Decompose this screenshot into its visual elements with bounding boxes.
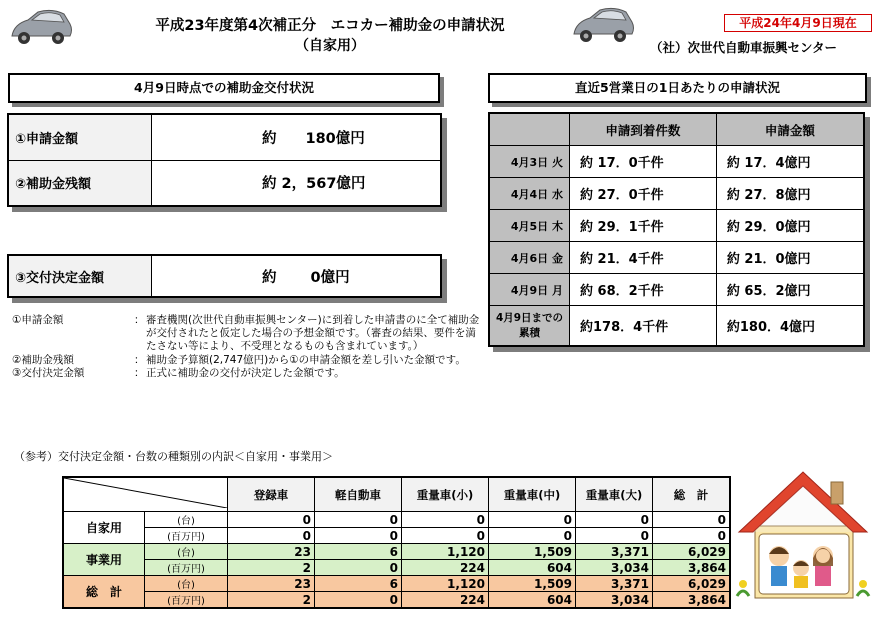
col-header: 申請金額 xyxy=(716,113,864,146)
table-row xyxy=(63,544,730,560)
amount-value: 約 2，567億円 xyxy=(152,160,442,206)
count-value: 約 17．0千件 xyxy=(570,146,717,178)
cell: 6 xyxy=(315,544,402,560)
note-sep: ： xyxy=(134,314,145,326)
cell: 6,029 xyxy=(653,576,731,592)
note-row xyxy=(12,367,566,380)
amount-value: 約 29．0億円 xyxy=(716,210,864,242)
group-label: 自家用 xyxy=(63,512,144,544)
cell: 0 xyxy=(228,512,315,528)
cell: 224 xyxy=(402,560,489,576)
cell: 2 xyxy=(228,560,315,576)
diagonal-line xyxy=(64,478,227,508)
col-header: 総 計 xyxy=(653,477,731,512)
cell: 0 xyxy=(576,512,653,528)
table-row xyxy=(63,512,730,528)
cell: 3,864 xyxy=(653,592,731,609)
daily-row xyxy=(489,178,864,210)
amount-value: 約 27．8億円 xyxy=(716,178,864,210)
cell: 0 xyxy=(315,528,402,544)
daily-header-row xyxy=(489,113,864,146)
table-row xyxy=(63,576,730,592)
unit-label: (台) xyxy=(144,512,227,528)
cell: 3,864 xyxy=(653,560,731,576)
col-header: 申請到着件数 xyxy=(570,113,717,146)
daily-row xyxy=(489,242,864,274)
date-badge: 平成24年4月9日現在 xyxy=(724,14,872,32)
day-label: 4月9日 月 xyxy=(489,274,570,306)
unit-label: (百万円) xyxy=(144,560,227,576)
table-row xyxy=(63,592,730,609)
col-header: 重量車(中) xyxy=(489,477,576,512)
car-icon-left xyxy=(8,6,74,50)
cell: 0 xyxy=(228,528,315,544)
day-label: 4月4日 水 xyxy=(489,178,570,210)
house-family-icon xyxy=(733,468,873,610)
cell: 0 xyxy=(315,560,402,576)
cell: 1,509 xyxy=(489,544,576,560)
cell: 3,034 xyxy=(576,560,653,576)
col-header: 重量車(大) xyxy=(576,477,653,512)
note-sep: ： xyxy=(134,353,145,366)
breakdown-caption: （参考）交付決定金額・台数の種類別の内訳＜自家用・事業用＞ xyxy=(14,450,333,463)
unit-label: (百万円) xyxy=(144,528,227,544)
amount-value: 約 21．0億円 xyxy=(716,242,864,274)
day-label: 4月3日 火 xyxy=(489,146,570,178)
cell: 3,371 xyxy=(576,576,653,592)
page-title: 平成23年度第4次補正分 エコカー補助金の申請状況 xyxy=(155,18,505,34)
cell: 224 xyxy=(402,592,489,609)
count-value: 約 29．1千件 xyxy=(570,210,717,242)
car-icon-right xyxy=(570,4,636,48)
daily-row xyxy=(489,274,864,306)
cell: 0 xyxy=(489,528,576,544)
cell: 3,371 xyxy=(576,544,653,560)
cell: 0 xyxy=(576,528,653,544)
amount-label: ①申請金額 xyxy=(8,114,152,160)
daily-corner xyxy=(489,113,570,146)
cell: 6,029 xyxy=(653,544,731,560)
unit-label: (台) xyxy=(144,576,227,592)
cell: 0 xyxy=(315,512,402,528)
count-value: 約 27．0千件 xyxy=(570,178,717,210)
note-row xyxy=(12,314,566,354)
group-label: 事業用 xyxy=(63,544,144,576)
note-text: 正式に補助金の交付が決定した金額です。 xyxy=(146,366,345,379)
amount-row-applied xyxy=(8,114,441,160)
notes xyxy=(12,314,566,380)
amount-value: 約 0億円 xyxy=(152,255,442,297)
breakdown-table xyxy=(62,476,731,609)
amount-label: ②補助金残額 xyxy=(8,160,152,206)
cell: 604 xyxy=(489,560,576,576)
cell: 2 xyxy=(228,592,315,609)
cell: 3,034 xyxy=(576,592,653,609)
amount-value: 約 17．4億円 xyxy=(716,146,864,178)
daily-row xyxy=(489,146,864,178)
count-value: 約 21．4千件 xyxy=(570,242,717,274)
total-amount: 約180．4億円 xyxy=(716,306,864,346)
unit-label: (百万円) xyxy=(144,592,227,609)
col-header: 重量車(小) xyxy=(402,477,489,512)
cell: 0 xyxy=(402,512,489,528)
amount-row-granted xyxy=(8,255,441,297)
cell: 1,120 xyxy=(402,544,489,560)
cell: 0 xyxy=(402,528,489,544)
note-row xyxy=(12,354,566,367)
col-header: 軽自動車 xyxy=(315,477,402,512)
cell: 23 xyxy=(228,544,315,560)
amount-label: ③交付決定金額 xyxy=(8,255,152,297)
breakdown-header-row xyxy=(63,477,730,512)
note-sep: ： xyxy=(134,366,145,379)
table-row xyxy=(63,528,730,544)
diagonal-corner xyxy=(63,477,228,512)
amount-value: 約 65．2億円 xyxy=(716,274,864,306)
cell: 604 xyxy=(489,592,576,609)
cell: 6 xyxy=(315,576,402,592)
unit-label: (台) xyxy=(144,544,227,560)
note-key: ①申請金額 xyxy=(12,314,64,326)
note-text: 補助金予算額(2,747億円)から①の申請金額を差し引いた金額です。 xyxy=(146,353,466,366)
daily-table xyxy=(488,112,865,347)
total-count: 約178．4千件 xyxy=(570,306,717,346)
organization-name: （社）次世代自動車振興センター xyxy=(650,40,838,55)
note-text: 審査機関(次世代自動車振興センター)に到着した申請書のに全て補助金が交付されたと仮定した場合の予想金額です。（審査の結果、要件を満たさない等により、不受理となるものも含まれています。） xyxy=(146,314,480,353)
group-label: 総 計 xyxy=(63,576,144,609)
page-subtitle: （自家用） xyxy=(295,38,365,54)
status-heading: 4月9日時点での補助金交付状況 xyxy=(8,73,440,103)
day-label: 4月6日 金 xyxy=(489,242,570,274)
cell: 1,509 xyxy=(489,576,576,592)
day-label: 4月5日 木 xyxy=(489,210,570,242)
amount-row-remaining xyxy=(8,160,441,206)
col-header: 登録車 xyxy=(228,477,315,512)
cell: 23 xyxy=(228,576,315,592)
note-key: ③交付決定金額 xyxy=(12,366,85,379)
amount-table xyxy=(7,113,442,207)
cell: 0 xyxy=(653,512,731,528)
amount-value: 約 180億円 xyxy=(152,114,442,160)
cell: 0 xyxy=(653,528,731,544)
daily-row xyxy=(489,210,864,242)
note-key: ②補助金残額 xyxy=(12,353,74,366)
cell: 1,120 xyxy=(402,576,489,592)
cell: 0 xyxy=(489,512,576,528)
granted-amount-table xyxy=(7,254,442,298)
total-label: 4月9日までの累積 xyxy=(489,306,570,346)
table-row xyxy=(63,560,730,576)
daily-heading: 直近5営業日の1日あたりの申請状況 xyxy=(488,73,867,103)
count-value: 約 68．2千件 xyxy=(570,274,717,306)
cell: 0 xyxy=(315,592,402,609)
